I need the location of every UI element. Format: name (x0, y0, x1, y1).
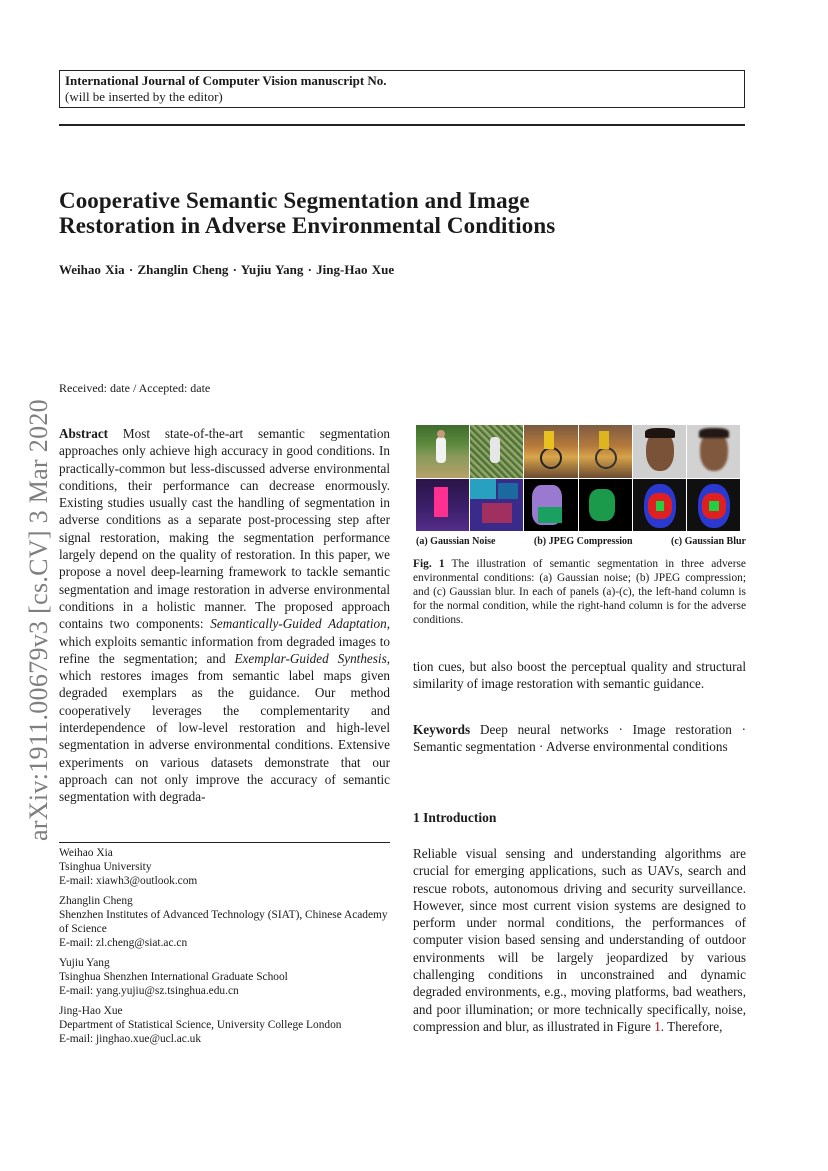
intro-text: Reliable visual sensing and understanding algorithms are crucial for emerging applications, such as UAVs, search and rescue robots, autonomous driving and security surveillance. However, since most current vision systems are designed to perform under normal conditions, the performances of computer vision based sensing and understanding of outdoor environments will be largely jeopardized by various challenging conditions in unconstrained and dynamic degraded environments, e.g., moving platforms, bad weathers, and poor illumination; or more technically specifically, noise, compression and blur, as illustrated in Figure (413, 846, 746, 1034)
caption-text: The illustration of semantic segmentation in three adverse environmental conditions: (a) Gaussian noise; (b) JPEG compression; and (c) Gaussian blur. In each of panels (a)-(c), the left-hand column is for the normal condition, while the right-hand column is for the adverse conditions. (413, 558, 746, 626)
panel-face-clean (633, 425, 686, 478)
panel-tennis-noise (470, 425, 523, 478)
figure-1 (416, 425, 740, 531)
keywords (413, 721, 746, 756)
panel-cyclist-seg-jpeg (579, 479, 632, 532)
footnote-rule (59, 842, 390, 843)
affil-name: Jing-Hao Xue (59, 1005, 123, 1017)
figure-caption (413, 557, 746, 627)
panel-tennis-clean (416, 425, 469, 478)
intro-tail: . Therefore, (660, 1018, 723, 1034)
affiliation-2 (59, 894, 399, 950)
panel-cyclist-seg-clean (524, 479, 577, 532)
affil-institution: Department of Statistical Science, University College London (59, 1019, 342, 1031)
abstract-term-2: Exemplar-Guided Synthesis (234, 650, 387, 666)
keywords-text: Deep neural networks · Image restoration · Semantic segmentation · Adverse environmental conditions (413, 722, 747, 755)
affil-email: E-mail: yang.yujiu@sz.tsinghua.edu.cn (59, 985, 239, 997)
abstract-text-1: Most state-of-the-art semantic segmentation approaches only achieve high accuracy in good conditions. In practically-common but less-discussed adverse environmental conditions, their performance can decrease enormously. Existing studies usually cast the handling of segmentation in adverse conditions as a separate post-processing step after signal restoration, making the segmentation performance largely depend on the quality of restoration. In this paper, we propose a novel deep-learning framework to tackle semantic segmentation and image restoration in adverse environmental conditions in a holistic manner. The proposed approach contains two components: (59, 426, 391, 632)
section-heading: 1 Introduction (413, 810, 497, 825)
header-rule (59, 124, 745, 126)
arxiv-stamp: arXiv:1911.00679v3 [cs.CV] 3 Mar 2020 (24, 399, 53, 841)
abstract (59, 425, 390, 806)
abstract-term-1: Semantically-Guided Adaptation (210, 616, 387, 632)
panel-cyclist-jpeg (579, 425, 632, 478)
keywords-label: Keywords (413, 722, 471, 737)
affil-name: Yujiu Yang (59, 957, 110, 969)
panel-tennis-seg-clean (416, 479, 469, 532)
abstract-label: Abstract (59, 426, 109, 441)
panel-face-blur (687, 425, 740, 478)
panel-face-seg-clean (633, 479, 686, 532)
affil-institution: Tsinghua University (59, 861, 152, 873)
affil-email: E-mail: jinghao.xue@ucl.ac.uk (59, 1033, 202, 1045)
editor-note: (will be inserted by the editor) (65, 89, 223, 104)
panel-tennis-seg-noise (470, 479, 523, 532)
received-date: Received: date / Accepted: date (59, 381, 211, 395)
abstract-text-2: , which exploits semantic information from degraded images to refine the segmentation; and (59, 616, 390, 666)
author-list: Weihao Xia · Zhanglin Cheng · Yujiu Yang · Jing-Hao Xue (59, 262, 395, 277)
abstract-continued: tion cues, but also boost the perceptual quality and structural similarity of image restoration with semantic guidance. (413, 659, 746, 692)
title-line-1: Cooperative Semantic Segmentation and Image (59, 188, 530, 213)
sub-label-a: (a) Gaussian Noise (416, 536, 496, 547)
affil-email: E-mail: zl.cheng@siat.ac.cn (59, 937, 188, 949)
abstract-text-3: , which restores images from semantic label maps given degraded exemplars as the guidance. Our method cooperatively leverages the complementarity and interdependence of low-level restoration and high-level segmentation in adverse environmental conditions. Extensive experiments on various datasets demonstrate that our approach can not only improve the accuracy of semantic segmentation with degrada- (59, 650, 390, 805)
journal-header-box (59, 70, 745, 108)
journal-name: International Journal of Computer Vision manuscript No. (65, 73, 387, 88)
intro-paragraph (413, 845, 746, 1035)
affil-institution: Tsinghua Shenzhen International Graduate School (59, 971, 288, 983)
affiliation-1 (59, 846, 399, 888)
affil-name: Zhanglin Cheng (59, 895, 133, 907)
paper-title (59, 188, 759, 238)
affil-institution: Shenzhen Institutes of Advanced Technology (SIAT), Chinese Academy of Science (59, 909, 388, 935)
figure-sub-labels (416, 536, 746, 547)
title-line-2: Restoration in Adverse Environmental Conditions (59, 213, 556, 238)
sub-label-b: (b) JPEG Compression (533, 536, 633, 547)
affiliation-4 (59, 1004, 399, 1046)
caption-label: Fig. 1 (413, 558, 445, 570)
affil-name: Weihao Xia (59, 847, 113, 859)
affil-email: E-mail: xiawh3@outlook.com (59, 875, 198, 887)
panel-face-seg-blur (687, 479, 740, 532)
affiliation-3 (59, 956, 399, 998)
panel-cyclist-clean (524, 425, 577, 478)
figure-reference-link[interactable]: 1 (654, 1018, 661, 1034)
sub-label-c: (c) Gaussian Blur (670, 536, 746, 547)
